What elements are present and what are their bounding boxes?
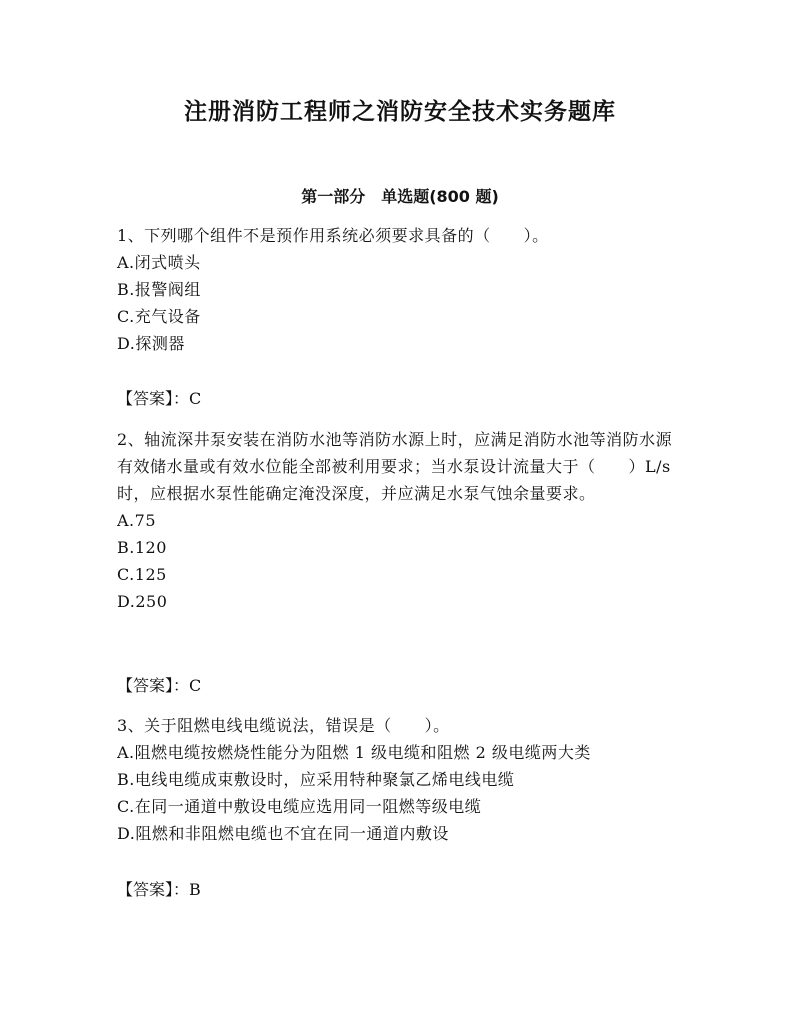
- option-list: [117, 739, 687, 847]
- option-b: B.120: [117, 538, 167, 557]
- option-d: D.探测器: [117, 334, 185, 353]
- answer-2: 【答案】：C: [117, 676, 202, 695]
- answer-3: 【答案】：B: [117, 880, 201, 899]
- option-a: A.75: [117, 511, 156, 530]
- document-title: 注册消防工程师之消防安全技术实务题库: [184, 99, 616, 125]
- question-2: [117, 426, 687, 615]
- option-b: B.报警阀组: [117, 280, 201, 299]
- question-stem: 1、下列哪个组件不是预作用系统必须要求具备的（ ）。: [117, 226, 549, 245]
- option-c: C.充气设备: [117, 307, 201, 326]
- option-list: [117, 507, 687, 615]
- question-3: [117, 712, 687, 847]
- option-b: B.电线电缆成束敷设时，应采用特种聚氯乙烯电线电缆: [117, 770, 515, 789]
- option-d: D.阻燃和非阻燃电缆也不宜在同一通道内敷设: [117, 824, 449, 843]
- option-c: C.在同一通道中敷设电缆应选用同一阻燃等级电缆: [117, 797, 482, 816]
- option-a: A.闭式喷头: [117, 253, 201, 272]
- option-a: A.阻燃电缆按燃烧性能分为阻燃 1 级电缆和阻燃 2 级电缆两大类: [117, 743, 591, 762]
- option-d: D.250: [117, 592, 168, 611]
- answer-1: 【答案】：C: [117, 389, 202, 408]
- question-stem: 2、轴流深井泵安装在消防水池等消防水源上时，应满足消防水池等消防水源有效储水量或有效水位能全部被利用要求；当水泵设计流量大于（ ）L/s 时，应根据水泵性能确定淹没深度，并应满足水泵气蚀余量要求。: [117, 430, 673, 503]
- question-stem: 3、关于阻燃电线电缆说法，错误是（ ）。: [117, 716, 450, 735]
- question-1: [117, 222, 687, 357]
- option-c: C.125: [117, 565, 167, 584]
- option-list: [117, 249, 687, 357]
- section-title: 第一部分 单选题(800 题): [301, 187, 499, 206]
